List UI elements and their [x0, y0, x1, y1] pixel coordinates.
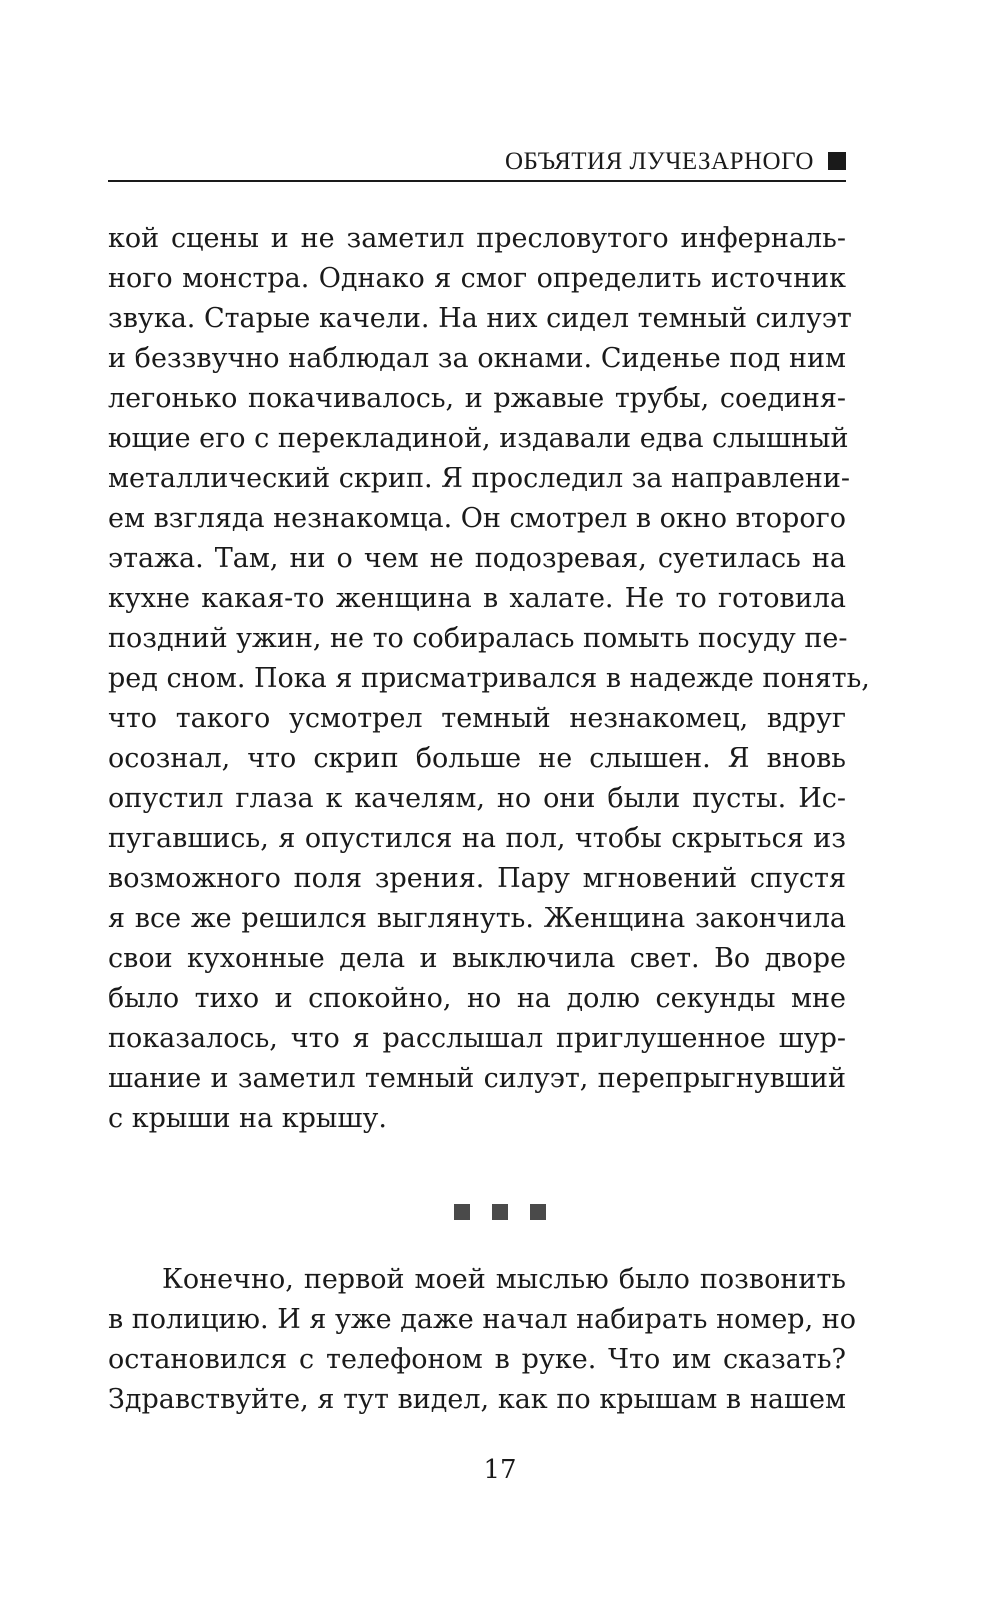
text-line: опустил глаза к качелям, но они были пусты. Ис-: [108, 783, 846, 814]
section-separator: [0, 1204, 1000, 1220]
text-line: ем взгляда незнакомца. Он смотрел в окно второго: [108, 503, 846, 534]
text-line: ного монстра. Однако я смог определить источник: [108, 263, 846, 294]
text-line: этажа. Там, ни о чем не подозревая, суетилась на: [108, 543, 846, 574]
text-line: кухне какая-то женщина в халате. Не то готовила: [108, 583, 846, 614]
text-line: в полицию. И я уже даже начал набирать номер, но: [108, 1304, 857, 1335]
text-line: кой сцены и не заметил пресловутого инферналь-: [108, 223, 846, 254]
text-line: и беззвучно наблюдал за окнами. Сиденье под ним: [108, 343, 846, 374]
text-line: показалось, что я расслышал приглушенное шур-: [108, 1023, 846, 1054]
paragraph-two: [108, 1260, 857, 1420]
page-number: 17: [483, 1455, 517, 1485]
text-line: Здравствуйте, я тут видел, как по крышам в нашем: [108, 1384, 846, 1415]
text-line: звука. Старые качели. На них сидел темный силуэт: [108, 303, 852, 334]
paragraph-one: [108, 219, 870, 1139]
text-line: ред сном. Пока я присматривался в надежде понять,: [108, 663, 870, 694]
text-line: было тихо и спокойно, но на долю секунды мне: [108, 983, 846, 1014]
text-line: остановился с телефоном в руке. Что им сказать?: [108, 1344, 846, 1375]
text-line: легонько покачивалось, и ржавые трубы, соединя-: [108, 383, 846, 414]
running-title: ОБЪЯТИЯ ЛУЧЕЗАРНОГО: [505, 148, 814, 175]
text-line: шание и заметил темный силуэт, перепрыгнувший: [108, 1063, 846, 1094]
text-line: поздний ужин, не то собиралась помыть посуду пе-: [108, 623, 848, 654]
text-line: пугавшись, я опустился на пол, чтобы скрыться из: [108, 823, 846, 854]
text-line: с крыши на крышу.: [108, 1103, 387, 1134]
separator-square: [530, 1204, 546, 1220]
text-line: я все же решился выглянуть. Женщина закончила: [108, 903, 846, 934]
header-square-ornament: [828, 152, 846, 170]
separator-square: [492, 1204, 508, 1220]
text-line: металлический скрип. Я проследил за направлени-: [108, 463, 850, 494]
text-line: Конечно, первой моей мыслью было позвонить: [162, 1264, 846, 1295]
separator-square: [454, 1204, 470, 1220]
text-line: ющие его с перекладиной, издавали едва слышный: [108, 423, 849, 454]
text-line: осознал, что скрип больше не слышен. Я вновь: [108, 743, 846, 774]
text-line: свои кухонные дела и выключила свет. Во дворе: [108, 943, 846, 974]
text-line: что такого усмотрел темный незнакомец, вдруг: [108, 703, 846, 734]
text-line: возможного поля зрения. Пару мгновений спустя: [108, 863, 846, 894]
running-header: [108, 140, 846, 182]
